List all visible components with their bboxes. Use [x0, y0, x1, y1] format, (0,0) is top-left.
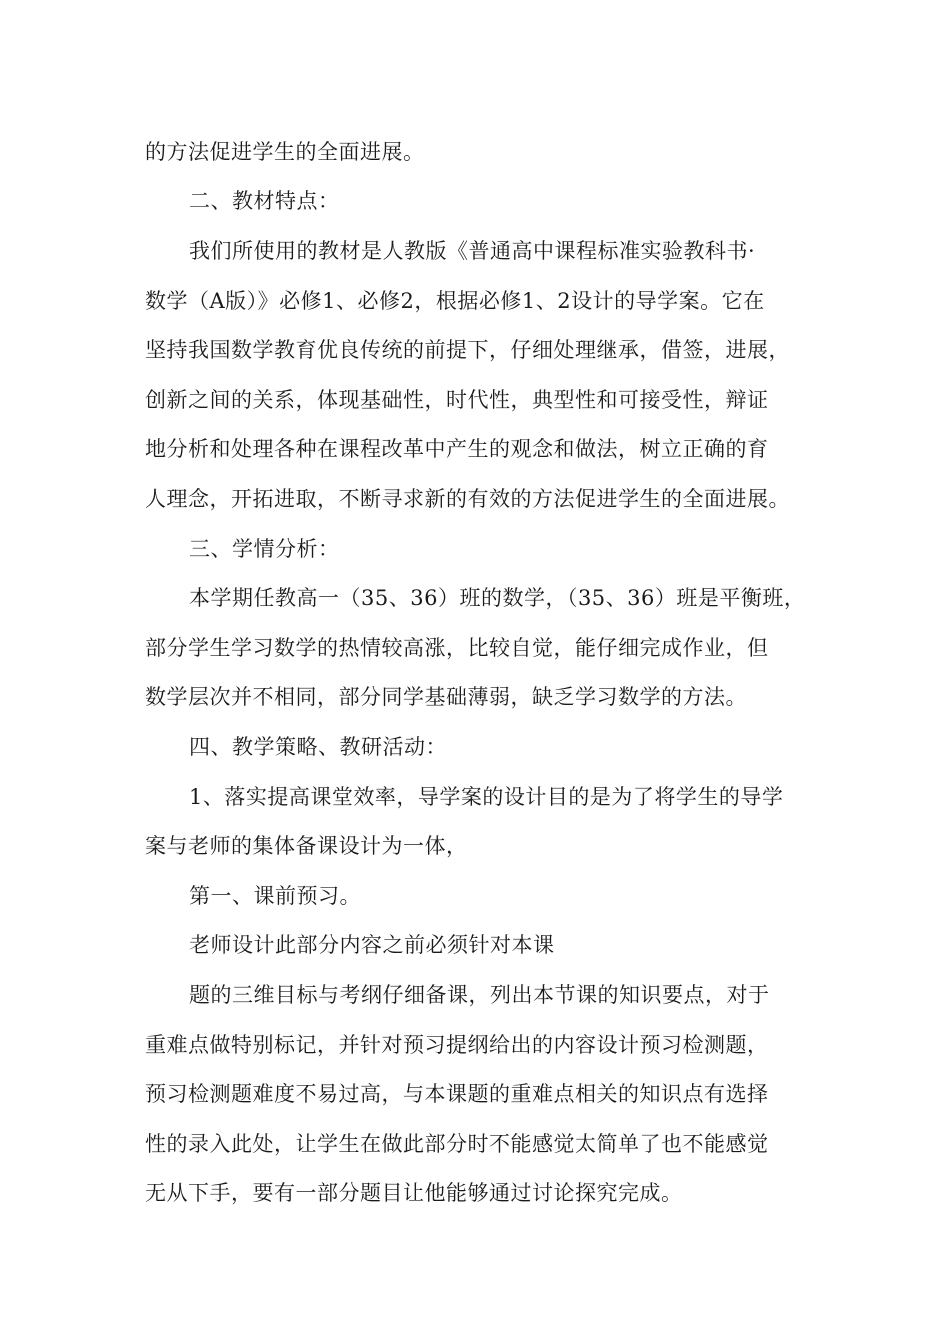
paragraph-line: 本学期任教高一（35、36）班的数学，（35、36）班是平衡班，	[189, 586, 806, 610]
paragraph-line: 无从下手，要有一部分题目让他能够通过讨论探究完成。	[145, 1181, 683, 1205]
paragraph-line: 预习检测题难度不易过高，与本课题的重难点相关的知识点有选择	[145, 1082, 769, 1106]
paragraph-line: 我们所使用的教材是人教版《普通高中课程标准实验教科书·	[189, 239, 756, 263]
paragraph-line: 题的三维目标与考纲仔细备课，列出本节课的知识要点，对于	[189, 983, 770, 1007]
section-heading-strategy: 四、教学策略、教研活动：	[189, 735, 447, 759]
subheading-preview: 第一、课前预习。	[189, 884, 361, 908]
paragraph-line: 地分析和处理各种在课程改革中产生的观念和做法，树立正确的育	[145, 437, 769, 461]
section-heading-students: 三、学情分析：	[189, 537, 340, 561]
paragraph-line: 重难点做特别标记，并针对预习提纲给出的内容设计预习检测题，	[145, 1033, 769, 1057]
paragraph-line: 1、落实提高课堂效率，导学案的设计目的是为了将学生的导学	[189, 785, 784, 809]
paragraph-line: 部分学生学习数学的热情较高涨，比较自觉，能仔细完成作业，但	[145, 636, 769, 660]
paragraph-line: 创新之间的关系，体现基础性，时代性，典型性和可接受性，辩证	[145, 388, 769, 412]
paragraph-line: 数学层次并不相同，部分同学基础薄弱，缺乏学习数学的方法。	[145, 685, 747, 709]
paragraph-line: 坚持我国数学教育优良传统的前提下，仔细处理继承，借签，进展，	[145, 338, 790, 362]
paragraph-line: 案与老师的集体备课设计为一体，	[145, 834, 468, 858]
paragraph-line: 的方法促进学生的全面进展。	[145, 140, 425, 164]
section-heading-textbook: 二、教材特点：	[189, 189, 340, 213]
paragraph-line: 数学（A版）》必修1、必修2，根据必修1、2设计的导学案。它在	[145, 289, 765, 313]
paragraph-line: 人理念，开拓进取，不断寻求新的有效的方法促进学生的全面进展。	[145, 487, 790, 511]
paragraph-line: 老师设计此部分内容之前必须针对本课	[189, 933, 555, 957]
paragraph-line: 性的录入此处，让学生在做此部分时不能感觉太简单了也不能感觉	[145, 1132, 769, 1156]
